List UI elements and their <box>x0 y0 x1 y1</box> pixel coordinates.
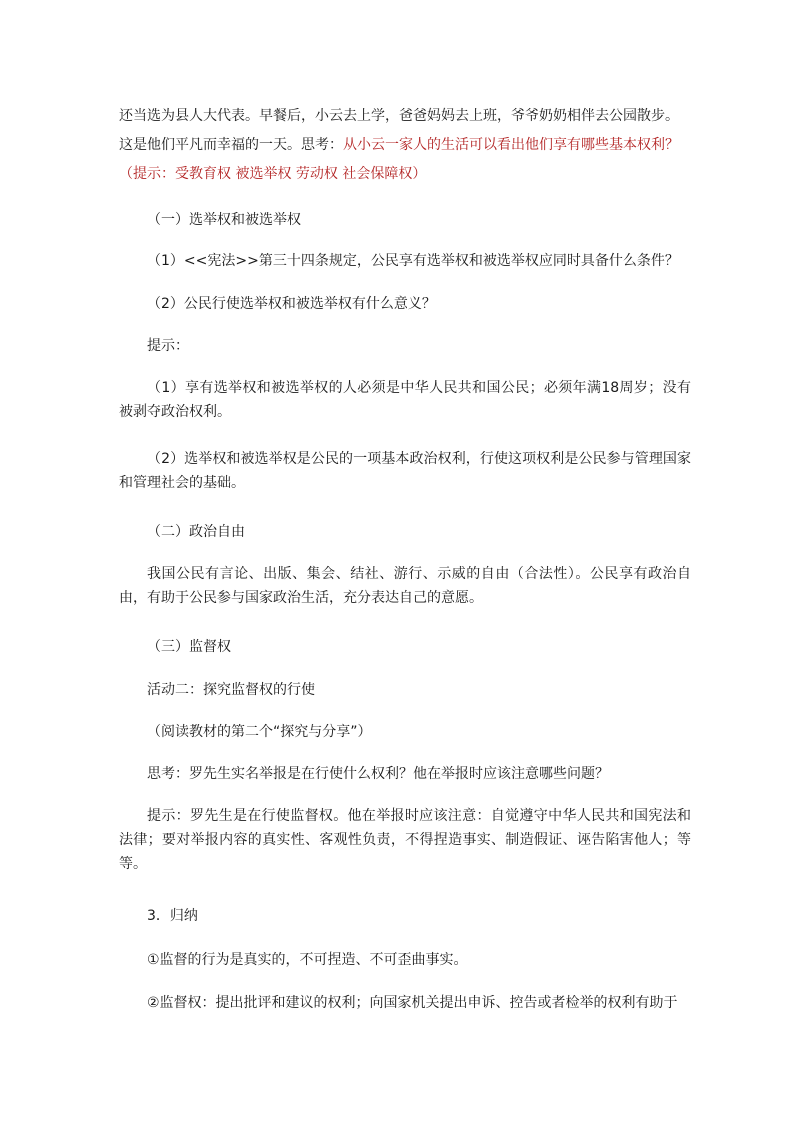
intro-line-2-text: 这是他们平凡而幸福的一天。思考： <box>119 137 343 153</box>
section-1-answer-1: （1）享有选举权和被选举权的人必须是中华人民共和国公民；必须年满18周岁；没有被剥夺政治权利。 <box>119 380 691 420</box>
section-1-answer-2: （2）选举权和被选举权是公民的一项基本政治权利，行使这项权利是公民参与管理国家和管理社会的基础。 <box>119 451 691 491</box>
section-3-answer: 提示：罗先生是在行使监督权。他在举报时应该注意：自觉遵守中华人民共和国宪法和法律；要对举报内容的真实性、客观性负责，不得捏造事实、制造假证、诬告陷害他人；等等。 <box>119 808 691 872</box>
section-3-activity: 活动二：探究监督权的行使 <box>147 682 315 698</box>
section-3-reading: （阅读教材的第二个“探究与分享”） <box>147 724 372 740</box>
section-3-heading: （三）监督权 <box>147 639 231 655</box>
section-1-question-1: （1）<<宪法>>第三十四条规定，公民享有选举权和被选举权应同时具备什么条件？ <box>147 253 679 269</box>
intro-hint: （提示：受教育权 被选举权 劳动权 社会保障权） <box>119 166 427 182</box>
section-1-hint-label: 提示： <box>147 338 189 354</box>
section-1-question-2: （2）公民行使选举权和被选举权有什么意义？ <box>147 296 436 312</box>
intro-question: 从小云一家人的生活可以看出他们享有哪些基本权利？ <box>343 137 679 153</box>
section-3-question: 思考：罗先生实名举报是在行使什么权利？他在举报时应该注意哪些问题？ <box>147 766 609 782</box>
intro-line-1: 还当选为县人大代表。早餐后，小云去上学，爸爸妈妈去上班，爷爷奶奶相伴去公园散步。 <box>119 108 679 124</box>
section-1-heading: （一）选举权和被选举权 <box>147 212 301 228</box>
section-2-body: 我国公民有言论、出版、集会、结社、游行、示威的自由（合法性）。公民享有政治自由，有助于公民参与国家政治生活，充分表达自己的意愿。 <box>119 566 691 606</box>
summary-item-2: ②监督权：提出批评和建议的权利；向国家机关提出申诉、控告或者检举的权利有助于 <box>147 995 678 1011</box>
summary-heading: 3．归纳 <box>147 908 198 924</box>
intro-line-2 <box>119 133 691 157</box>
section-2-heading: （二）政治自由 <box>147 524 245 540</box>
summary-item-1: ①监督的行为是真实的，不可捏造、不可歪曲事实。 <box>147 952 468 968</box>
